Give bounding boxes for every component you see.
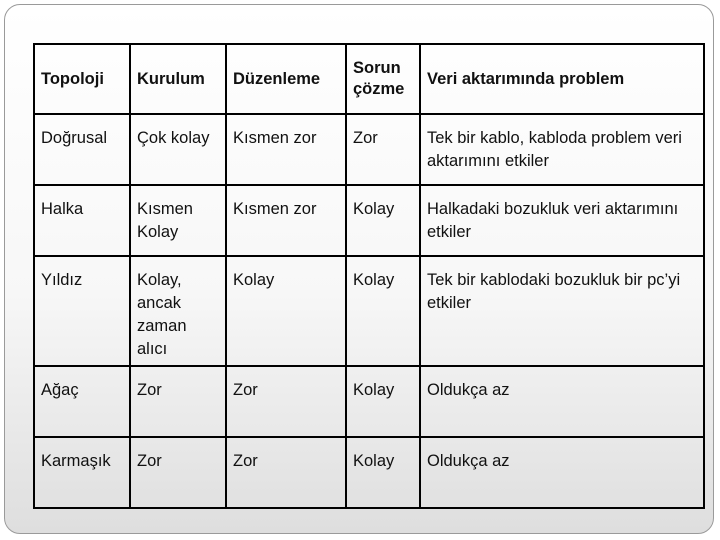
table-row-dogrusal <box>34 114 704 185</box>
table-cell: Karmaşık <box>34 437 130 508</box>
header-cell-kurulum: Kurulum <box>130 44 226 114</box>
topology-comparison-table <box>33 43 705 509</box>
header-cell-veri-aktariminda-problem: Veri aktarımında problem <box>420 44 704 114</box>
table-cell: Kolay, ancak zaman alıcı <box>130 256 226 366</box>
table-cell: Tek bir kablodaki bozukluk bir pc’yi etkiler <box>420 256 704 366</box>
table-cell: Zor <box>130 437 226 508</box>
table-row-agac <box>34 366 704 437</box>
table-cell: Kolay <box>346 437 420 508</box>
table-cell: Kolay <box>346 366 420 437</box>
header-cell-duzenleme: Düzenleme <box>226 44 346 114</box>
table-cell: Kolay <box>346 256 420 366</box>
table-cell: Halkadaki bozukluk veri aktarımını etkiler <box>420 185 704 256</box>
table-row-yildiz <box>34 256 704 366</box>
table-cell: Zor <box>226 437 346 508</box>
table-cell: Zor <box>226 366 346 437</box>
slide-background <box>4 4 714 534</box>
table-cell: Oldukça az <box>420 437 704 508</box>
table-cell: Tek bir kablo, kabloda problem veri aktarımını etkiler <box>420 114 704 185</box>
table-cell: Zor <box>130 366 226 437</box>
table-cell: Çok kolay <box>130 114 226 185</box>
table-cell: Oldukça az <box>420 366 704 437</box>
table-cell: Kısmen zor <box>226 114 346 185</box>
table-cell: Kısmen zor <box>226 185 346 256</box>
table-cell: Kolay <box>346 185 420 256</box>
table-cell: Kolay <box>226 256 346 366</box>
table-cell: Halka <box>34 185 130 256</box>
table-row-karmasik <box>34 437 704 508</box>
table-cell: Kısmen Kolay <box>130 185 226 256</box>
table-header-row <box>34 44 704 114</box>
table-cell: Ağaç <box>34 366 130 437</box>
table-cell: Yıldız <box>34 256 130 366</box>
header-cell-sorun-cozme: Sorun çözme <box>346 44 420 114</box>
table-cell: Zor <box>346 114 420 185</box>
header-cell-topoloji: Topoloji <box>34 44 130 114</box>
table-cell: Doğrusal <box>34 114 130 185</box>
table-row-halka <box>34 185 704 256</box>
